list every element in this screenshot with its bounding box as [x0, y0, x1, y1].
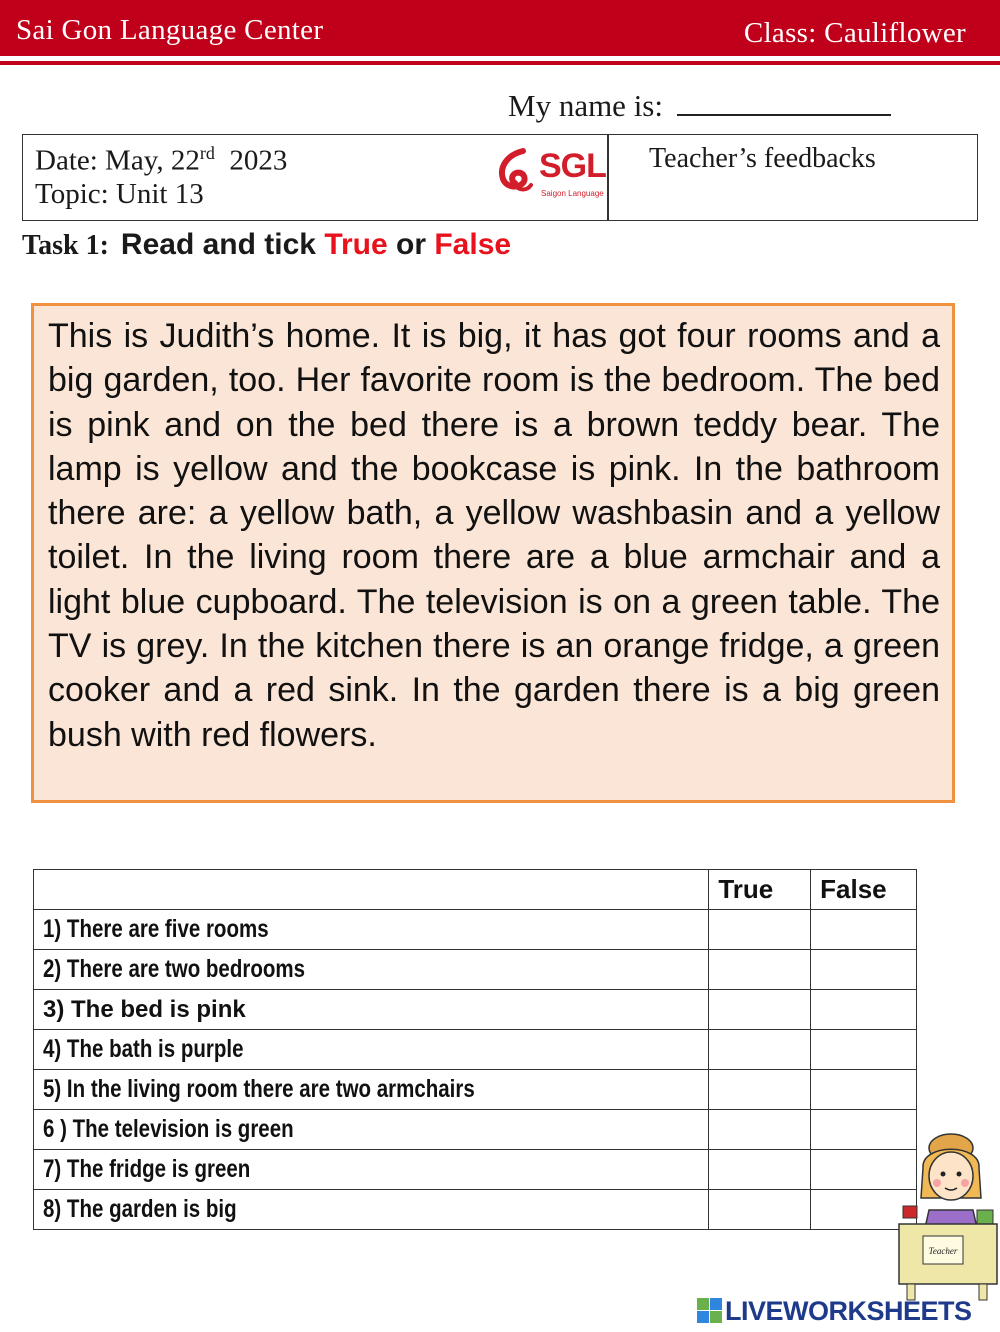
- info-divider: [607, 135, 609, 220]
- date-superscript: rd: [199, 143, 215, 163]
- statement-cell: [34, 1030, 709, 1070]
- statement-cell: [34, 910, 709, 950]
- teacher-feedback-label: Teacher’s feedbacks: [649, 143, 876, 174]
- name-label: My name is:: [508, 88, 663, 123]
- false-answer-cell[interactable]: [811, 1030, 917, 1070]
- liveworksheets-logo: [697, 1296, 997, 1328]
- task-false-word: False: [434, 228, 512, 261]
- statement-text: 6 ) The television is green: [43, 1115, 294, 1143]
- date-text: [35, 143, 287, 178]
- true-answer-cell[interactable]: [709, 1070, 811, 1110]
- true-answer-cell[interactable]: [709, 1150, 811, 1190]
- statement-cell: [34, 950, 709, 990]
- reading-passage-box: [31, 303, 955, 803]
- table-row: [34, 990, 917, 1030]
- logo-text: SGL: [539, 147, 606, 185]
- header-bar: [0, 0, 1000, 56]
- statement-cell: [34, 990, 709, 1030]
- date-prefix: Date: May, 22: [35, 144, 200, 177]
- statement-text: 5) In the living room there are two armchairs: [43, 1075, 475, 1103]
- table-row: [34, 950, 917, 990]
- statement-text: 2) There are two bedrooms: [43, 955, 306, 983]
- table-header-row: [34, 870, 917, 910]
- class-label: Class: Cauliflower: [743, 17, 966, 49]
- statement-text: 4) The bath is purple: [43, 1035, 244, 1063]
- true-answer-cell[interactable]: [709, 1030, 811, 1070]
- true-answer-cell[interactable]: [709, 990, 811, 1030]
- liveworksheets-squares-icon: [697, 1298, 723, 1324]
- name-field-row: [508, 88, 891, 124]
- statement-cell: [34, 1190, 709, 1230]
- liveworksheets-text: LIVEWORKSHEETS: [725, 1296, 972, 1326]
- header-statement: [34, 870, 709, 910]
- task-instruction: [121, 228, 511, 261]
- true-answer-cell[interactable]: [709, 950, 811, 990]
- true-answer-cell[interactable]: [709, 1110, 811, 1150]
- task-heading: [22, 228, 511, 262]
- false-answer-cell[interactable]: [811, 910, 917, 950]
- false-answer-cell[interactable]: [811, 950, 917, 990]
- true-false-table: [33, 869, 917, 1230]
- statement-cell: [34, 1150, 709, 1190]
- statement-cell: [34, 1110, 709, 1150]
- statement-cell: [34, 1070, 709, 1110]
- table-row: [34, 1190, 917, 1230]
- false-answer-cell[interactable]: [811, 1070, 917, 1110]
- true-answer-cell[interactable]: [709, 1190, 811, 1230]
- statement-text: 1) There are five rooms: [43, 915, 269, 943]
- table-row: [34, 1030, 917, 1070]
- topic-text: Topic: Unit 13: [35, 178, 204, 210]
- false-answer-cell[interactable]: [811, 990, 917, 1030]
- table-row: [34, 1110, 917, 1150]
- statement-text: 7) The fridge is green: [43, 1155, 251, 1183]
- table-row: [34, 1150, 917, 1190]
- logo-subtext: Saigon Language: [541, 189, 604, 198]
- sgl-logo: [493, 145, 608, 205]
- task-read-text: Read and tick: [120, 228, 316, 261]
- reading-passage: This is Judith’s home. It is big, it has got four rooms and a big garden, too. Her favorite room is the bedroom. The bed is pink and on the bed there is a brown teddy bear. The lamp is yellow and the bookcase is pink. In the bathroom there are: a yellow bath, a yellow washbasin and a yellow toilet. In the living room there are a blue armchair and a light blue cupboard. The television is on a green table. The TV is grey. In the kitchen there is an orange fridge, a green cooker and a red sink. In the garden there is a big green bush with red flowers.: [48, 317, 940, 754]
- teacher-sign-text: Teacher: [928, 1246, 958, 1256]
- task-number: Task 1:: [22, 230, 109, 261]
- task-or-word: or: [396, 228, 427, 261]
- date-year: 2023: [229, 144, 288, 177]
- true-answer-cell[interactable]: [709, 910, 811, 950]
- info-box: [22, 134, 978, 221]
- statement-text: 8) The garden is big: [43, 1195, 237, 1223]
- name-input-line[interactable]: [677, 88, 891, 116]
- header-false: False: [811, 870, 917, 910]
- header-divider: [0, 61, 1000, 65]
- task-true-word: True: [324, 228, 388, 261]
- teacher-clipart-icon: [893, 1128, 1000, 1303]
- school-name: Sai Gon Language Center: [16, 14, 324, 46]
- table-row: [34, 910, 917, 950]
- header-true: True: [709, 870, 811, 910]
- statement-text: 3) The bed is pink: [43, 996, 246, 1023]
- table-row: [34, 1070, 917, 1110]
- sgl-swirl-icon: [493, 147, 543, 197]
